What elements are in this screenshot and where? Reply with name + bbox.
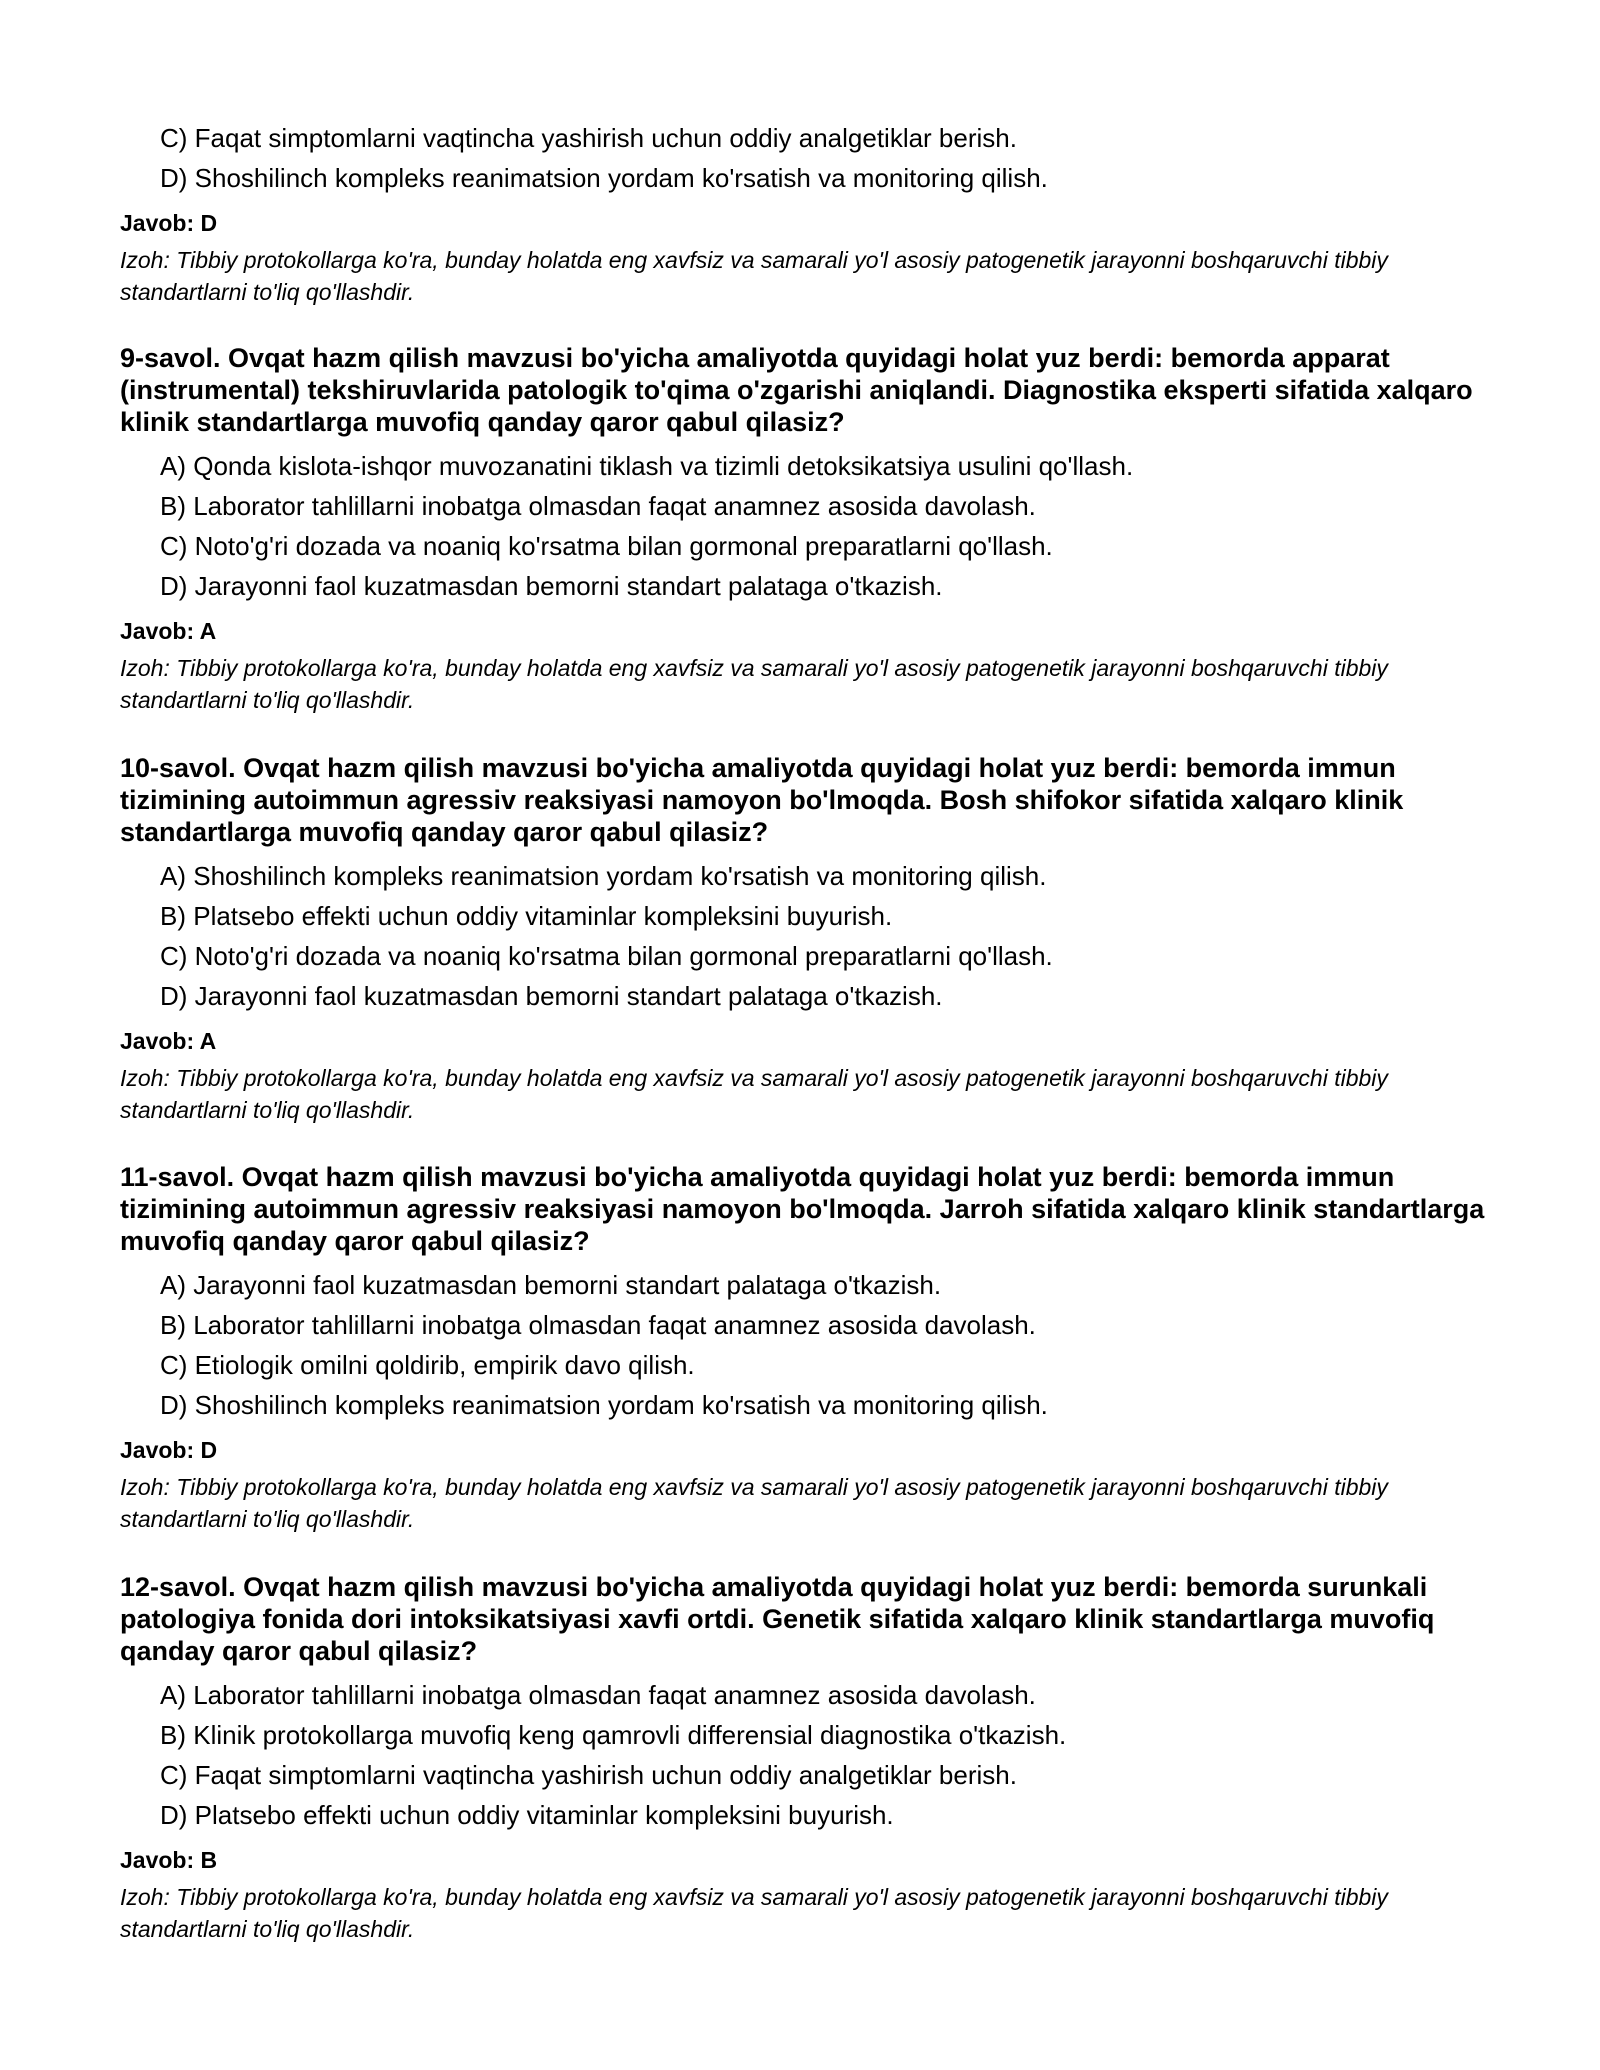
option-a: A) Qonda kislota-ishqor muvozanatini tiklash va tizimli detoksikatsiya usulini qo'llash.	[160, 451, 1134, 481]
question-11	[120, 1161, 1500, 1535]
option-b: B) Platsebo effekti uchun oddiy vitaminlar kompleksini buyurish.	[160, 901, 893, 931]
option-b: B) Klinik protokollarga muvofiq keng qamrovli differensial diagnostika o'tkazish.	[160, 1720, 1067, 1750]
explanation-note: Izoh: Tibbiy protokollarga ko'ra, bunday holatda eng xavfsiz va samarali yo'l asosiy patogenetik jarayonni boshqaruvchi tibbiy standartlarni to'liq qo'llashdir.	[120, 1065, 1388, 1123]
option-c: C) Faqat simptomlarni vaqtincha yashirish uchun oddiy analgetiklar berish.	[160, 123, 1017, 153]
option-a: A) Laborator tahlillarni inobatga olmasdan faqat anamnez asosida davolash.	[160, 1680, 1036, 1710]
option-d: D) Platsebo effekti uchun oddiy vitaminlar kompleksini buyurish.	[160, 1800, 894, 1830]
option-c: C) Noto'g'ri dozada va noaniq ko'rsatma bilan gormonal preparatlarni qo'llash.	[160, 531, 1053, 561]
option-d: D) Jarayonni faol kuzatmasdan bemorni standart palataga o'tkazish.	[160, 571, 943, 601]
answer-label: Javob: A	[120, 618, 217, 644]
option-a: A) Jarayonni faol kuzatmasdan bemorni standart palataga o'tkazish.	[160, 1270, 942, 1300]
answer-label: Javob: D	[120, 210, 218, 236]
question-12	[120, 1571, 1500, 1945]
option-b: B) Laborator tahlillarni inobatga olmasdan faqat anamnez asosida davolash.	[160, 1310, 1036, 1340]
option-c: C) Faqat simptomlarni vaqtincha yashirish uchun oddiy analgetiklar berish.	[160, 1760, 1017, 1790]
question-text: 12-savol. Ovqat hazm qilish mavzusi bo'yicha amaliyotda quyidagi holat yuz berdi: bemorda surunkali patologiya fonida dori intoksikatsiyasi xavfi ortdi. Genetik sifatida xalqaro klinik standartlarga muvofiq qanday qaror qabul qilasiz?	[120, 1572, 1435, 1666]
explanation-note: Izoh: Tibbiy protokollarga ko'ra, bunday holatda eng xavfsiz va samarali yo'l asosiy patogenetik jarayonni boshqaruvchi tibbiy standartlarni to'liq qo'llashdir.	[120, 247, 1388, 305]
question-text: 10-savol. Ovqat hazm qilish mavzusi bo'yicha amaliyotda quyidagi holat yuz berdi: bemorda immun tizimining autoimmun agressiv reaksiyasi namoyon bo'lmoqda. Bosh shifokor sifatida xalqaro klinik standartlarga muvofiq qanday qaror qabul qilasiz?	[120, 753, 1404, 847]
option-c: C) Etiologik omilni qoldirib, empirik davo qilish.	[160, 1350, 695, 1380]
answer-label: Javob: A	[120, 1028, 217, 1054]
option-d: D) Jarayonni faol kuzatmasdan bemorni standart palataga o'tkazish.	[160, 981, 943, 1011]
explanation-note: Izoh: Tibbiy protokollarga ko'ra, bunday holatda eng xavfsiz va samarali yo'l asosiy patogenetik jarayonni boshqaruvchi tibbiy standartlarni to'liq qo'llashdir.	[120, 1474, 1388, 1532]
explanation-note: Izoh: Tibbiy protokollarga ko'ra, bunday holatda eng xavfsiz va samarali yo'l asosiy patogenetik jarayonni boshqaruvchi tibbiy standartlarni to'liq qo'llashdir.	[120, 655, 1388, 713]
option-b: B) Laborator tahlillarni inobatga olmasdan faqat anamnez asosida davolash.	[160, 491, 1036, 521]
question-text: 9-savol. Ovqat hazm qilish mavzusi bo'yicha amaliyotda quyidagi holat yuz berdi: bemorda apparat (instrumental) tekshiruvlarida patologik to'qima o'zgarishi aniqlandi. Diagnostika eksperti sifatida xalqaro klinik standartlarga muvofiq qanday qaror qabul qilasiz?	[120, 343, 1473, 437]
option-c: C) Noto'g'ri dozada va noaniq ko'rsatma bilan gormonal preparatlarni qo'llash.	[160, 941, 1053, 971]
question-9	[120, 342, 1500, 716]
explanation-note: Izoh: Tibbiy protokollarga ko'ra, bunday holatda eng xavfsiz va samarali yo'l asosiy patogenetik jarayonni boshqaruvchi tibbiy standartlarni to'liq qo'llashdir.	[120, 1884, 1388, 1942]
question-text: 11-savol. Ovqat hazm qilish mavzusi bo'yicha amaliyotda quyidagi holat yuz berdi: bemorda immun tizimining autoimmun agressiv reaksiyasi namoyon bo'lmoqda. Jarroh sifatida xalqaro klinik standartlarga muvofiq qanday qaror qabul qilasiz?	[120, 1162, 1485, 1256]
answer-label: Javob: D	[120, 1437, 218, 1463]
answer-label: Javob: B	[120, 1847, 218, 1873]
option-a: A) Shoshilinch kompleks reanimatsion yordam ko'rsatish va monitoring qilish.	[160, 861, 1047, 891]
option-d: D) Shoshilinch kompleks reanimatsion yordam ko'rsatish va monitoring qilish.	[160, 163, 1048, 193]
question-10	[120, 752, 1500, 1126]
option-d: D) Shoshilinch kompleks reanimatsion yordam ko'rsatish va monitoring qilish.	[160, 1390, 1048, 1420]
question-8-continuation	[120, 118, 1500, 308]
